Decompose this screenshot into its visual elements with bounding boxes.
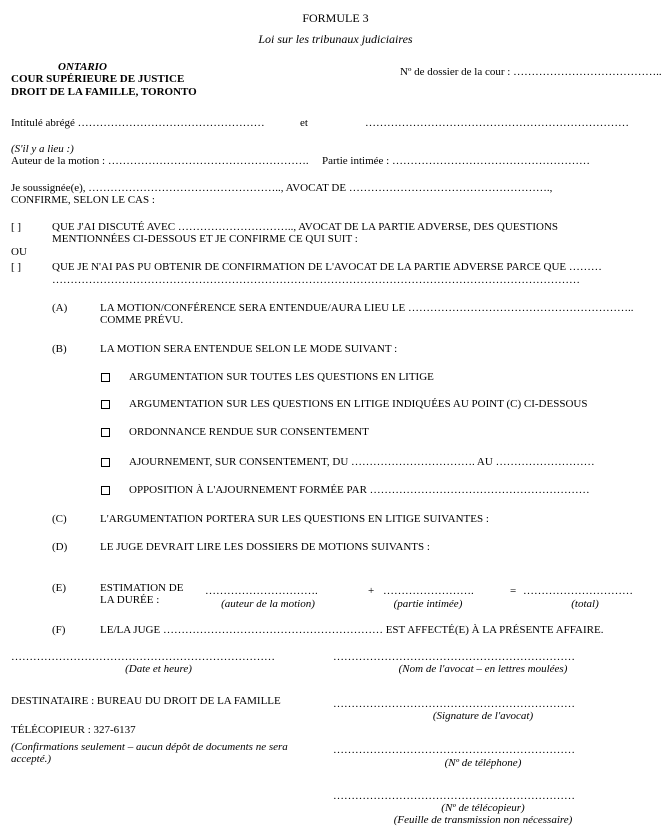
option-adjournment-label[interactable]: AJOURNEMENT, SUR CONSENTEMENT, DU ……………………………. AU ……………………… — [129, 456, 595, 468]
checkbox-all-issues[interactable] — [101, 373, 110, 382]
plus-sign: + — [368, 585, 375, 597]
item-d-text: LE JUGE DEVRAIT LIRE LES DOSSIERS DE MOTIONS SUIVANTS : — [100, 541, 430, 553]
checkbox-issues-point-c[interactable] — [101, 400, 110, 409]
lawyer-name-caption: (Nom de l'avocat – en lettres moulées) — [398, 663, 568, 675]
option2-reason-line[interactable]: ……………………………………………………………………………………………………………………………… — [52, 274, 580, 286]
option1-bracket[interactable]: [ ] — [11, 221, 22, 233]
option2-bracket[interactable]: [ ] — [11, 261, 22, 273]
fax-caption: (Nº de télécopieur) — [441, 802, 525, 814]
option1-text: QUE J'AI DISCUTÉ AVEC ………………………….., AVOCAT DE LA PARTIE ADVERSE, DES QUESTIONS — [52, 221, 559, 233]
item-a-text[interactable]: LA MOTION/CONFÉRENCE SERA ENTENDUE/AURA LIEU LE …………………………………………………….. — [100, 302, 634, 314]
date-field[interactable]: ……………………………………………………………… — [11, 651, 275, 663]
moving-party-field[interactable]: Auteur de la motion : ………………………………………………. — [11, 155, 309, 167]
court-division: DROIT DE LA FAMILLE, TORONTO — [11, 86, 197, 98]
option-all-issues-label: ARGUMENTATION SUR TOUTES LES QUESTIONS EN LITIGE — [129, 371, 434, 383]
duration-total-field[interactable]: ………………………… — [523, 585, 633, 597]
option2-text: QUE JE N'AI PAS PU OBTENIR DE CONFIRMATION DE L'AVOCAT DE LA PARTIE ADVERSE PARCE QUE ……… — [52, 261, 602, 273]
phone-field[interactable]: ………………………………………………………… — [333, 744, 575, 756]
fax-field[interactable]: ………………………………………………………… — [333, 790, 575, 802]
item-a-text-continued: COMME PRÉVU. — [100, 314, 184, 326]
declarant-line[interactable]: Je soussignée(e), …………………………………………….., AVOCAT DE ………………………………………………., — [11, 182, 553, 194]
duration-total-caption: (total) — [571, 598, 599, 610]
option-opposition-label[interactable]: OPPOSITION À L'AJOURNEMENT FORMÉE PAR …………………………………………………… — [129, 484, 590, 496]
act-title: Loi sur les tribunaux judiciaires — [258, 32, 413, 46]
option-issues-point-c-label: ARGUMENTATION SUR LES QUESTIONS EN LITIGE INDIQUÉES AU POINT (C) CI-DESSOUS — [129, 398, 588, 410]
recipient: DESTINATAIRE : BUREAU DU DROIT DE LA FAMILLE — [11, 695, 281, 707]
item-e-label-continued: LA DURÉE : — [100, 594, 160, 606]
signature-caption: (Signature de l'avocat) — [432, 710, 534, 722]
court-province: ONTARIO — [58, 61, 107, 73]
equals-sign: = — [510, 585, 517, 597]
checkbox-adjournment[interactable] — [101, 458, 110, 467]
item-c-text: L'ARGUMENTATION PORTERA SUR LES QUESTIONS EN LITIGE SUIVANTES : — [100, 513, 489, 525]
confirmation-note-continued: accepté.) — [11, 753, 51, 765]
short-title-second-field[interactable]: ……………………………………………………………… — [365, 117, 629, 129]
item-d-letter: (D) — [52, 541, 68, 553]
declarant-confirm: CONFIRME, SELON LE CAS : — [11, 194, 155, 206]
item-f-letter: (F) — [52, 624, 66, 636]
short-title-et: et — [300, 117, 308, 129]
checkbox-consent-order[interactable] — [101, 428, 110, 437]
court-file-number[interactable]: Nº de dossier de la cour : ………………………………….. — [400, 66, 662, 78]
item-c-letter: (C) — [52, 513, 67, 525]
signature-field[interactable]: ………………………………………………………… — [333, 698, 575, 710]
court-name: COUR SUPÉRIEURE DE JUSTICE — [11, 73, 185, 85]
or-separator: OU — [11, 246, 27, 258]
duration-moving-caption: (auteur de la motion) — [221, 598, 315, 610]
item-b-text: LA MOTION SERA ENTENDUE SELON LE MODE SUIVANT : — [100, 343, 398, 355]
responding-party-field[interactable]: Partie intimée : ……………………………………………… — [322, 155, 590, 167]
short-title-field[interactable]: Intitulé abrégé …………………………………………… — [11, 117, 265, 129]
duration-responding-field[interactable]: ……………………. — [383, 585, 474, 597]
date-caption: (Date et heure) — [125, 663, 192, 675]
duration-moving-field[interactable]: …………………………. — [205, 585, 318, 597]
item-f-text[interactable]: LE/LA JUGE …………………………………………………… EST AFFECTÉ(E) À LA PRÉSENTE AFFAIRE. — [100, 624, 604, 636]
option1-text-continued: MENTIONNÉES CI-DESSOUS ET JE CONFIRME CE QUI SUIT : — [52, 233, 358, 245]
parties-note: (S'il y a lieu :) — [11, 143, 74, 155]
fax-number: TÉLÉCOPIEUR : 327-6137 — [11, 724, 136, 736]
checkbox-opposition[interactable] — [101, 486, 110, 495]
item-a-letter: (A) — [52, 302, 68, 314]
lawyer-name-field[interactable]: ………………………………………………………… — [333, 651, 575, 663]
duration-responding-caption: (partie intimée) — [393, 598, 463, 610]
item-b-letter: (B) — [52, 343, 67, 355]
item-e-label: ESTIMATION DE — [100, 582, 184, 594]
fax-caption-note: (Feuille de transmission non nécessaire) — [393, 814, 573, 826]
confirmation-note: (Confirmations seulement – aucun dépôt de documents ne sera — [11, 741, 288, 753]
form-number: FORMULE 3 — [302, 11, 369, 25]
item-e-letter: (E) — [52, 582, 67, 594]
option-consent-order-label: ORDONNANCE RENDUE SUR CONSENTEMENT — [129, 426, 369, 438]
phone-caption: (Nº de téléphone) — [444, 757, 522, 769]
